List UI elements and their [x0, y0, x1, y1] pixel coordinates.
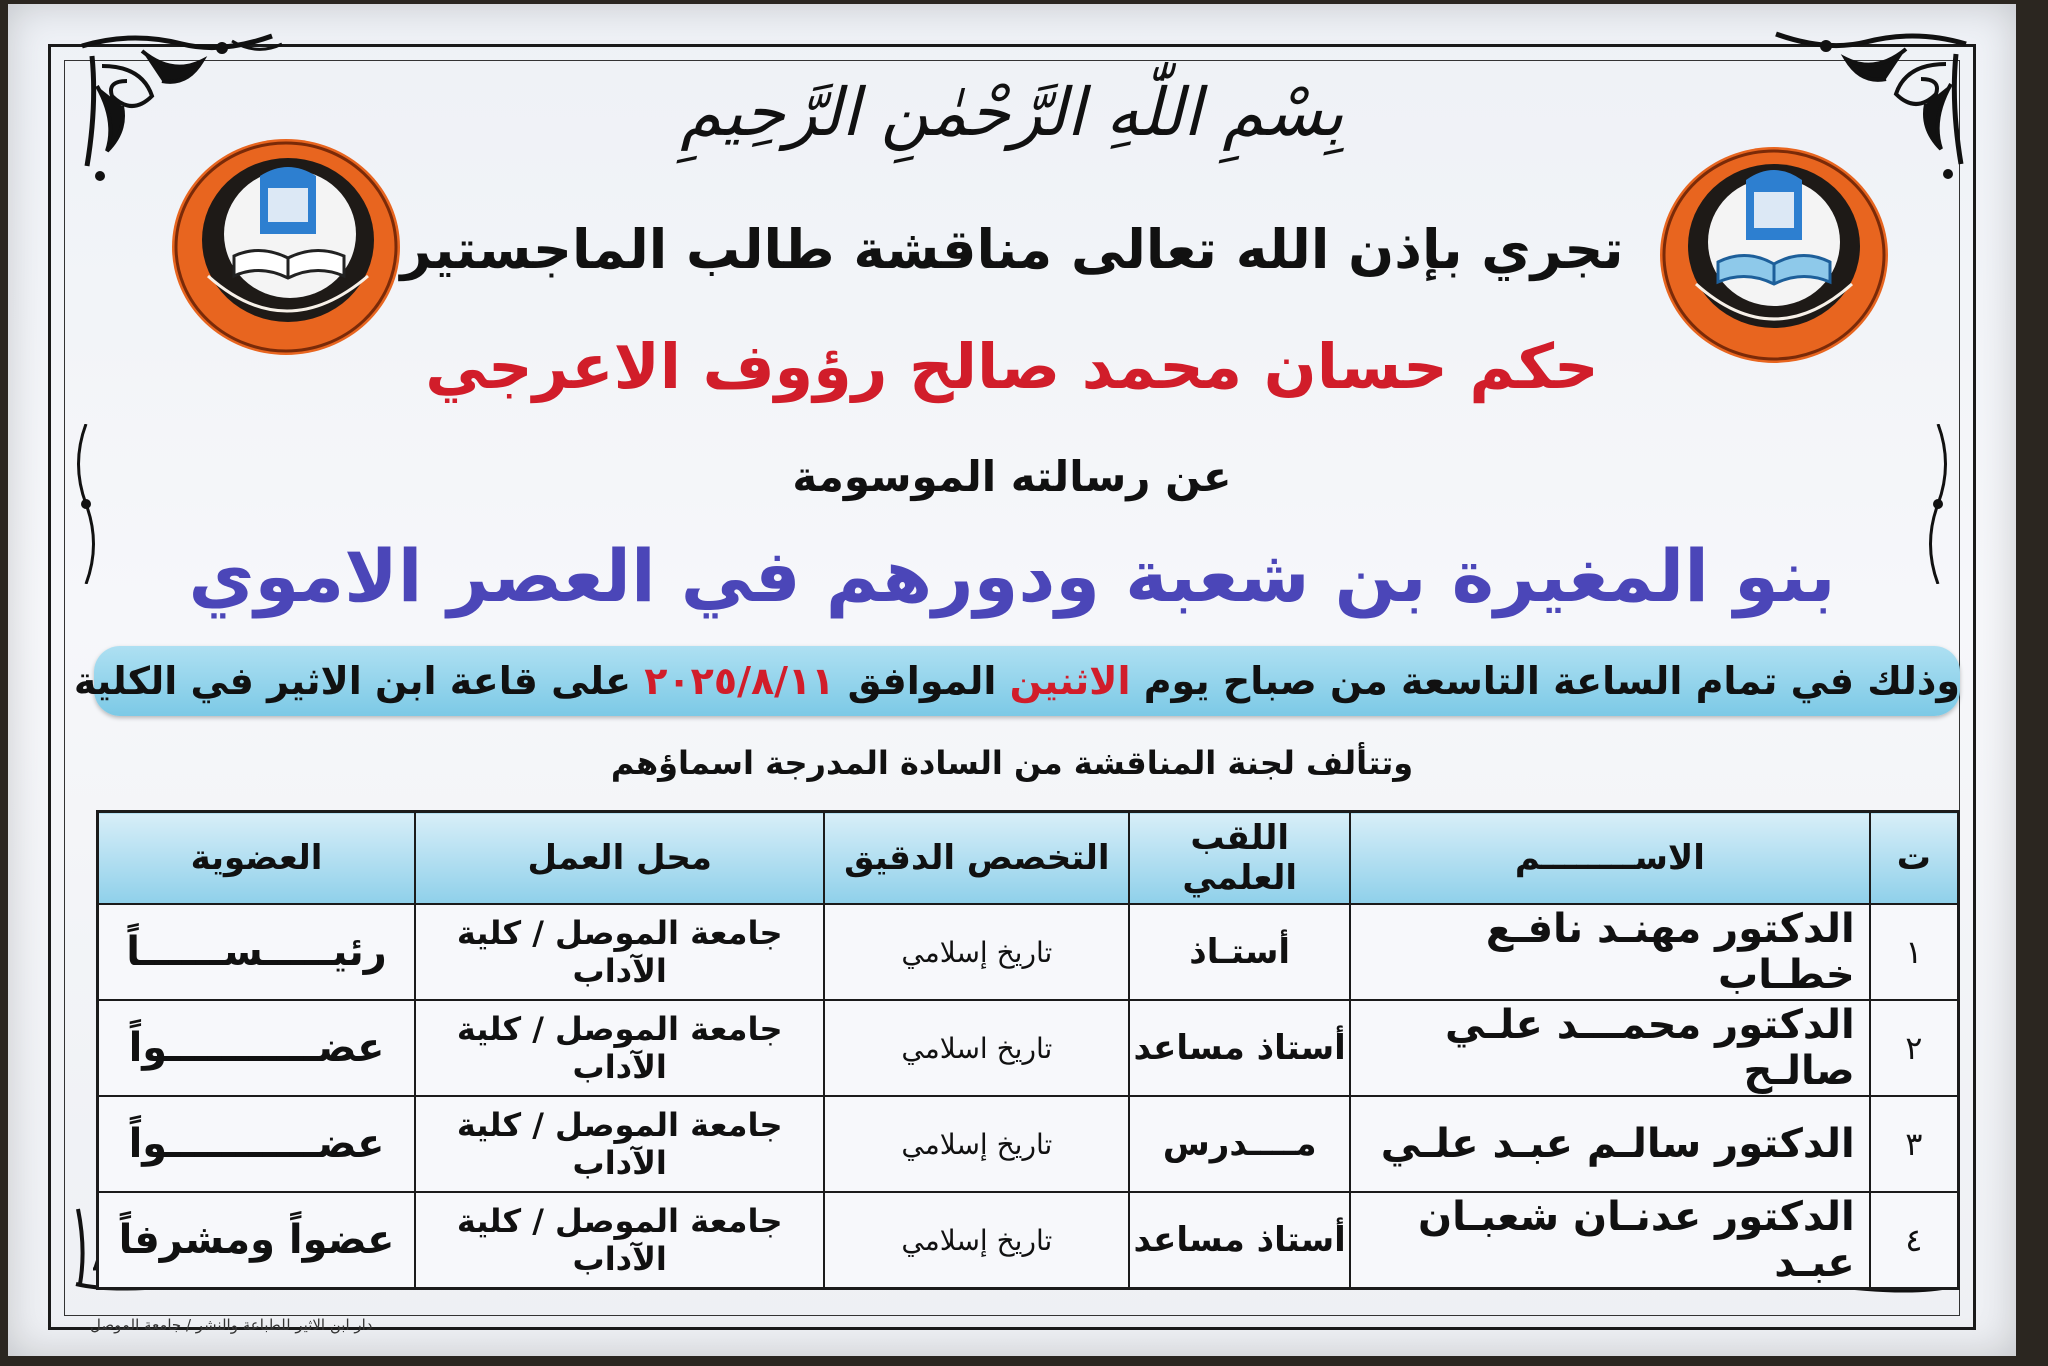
header-number: ت: [1870, 812, 1959, 905]
announcement-heading: تجري بإذن الله تعالى مناقشة طالب الماجستير: [400, 218, 1624, 281]
table-row: [98, 1192, 1959, 1289]
row-number: ٢: [1870, 1000, 1959, 1096]
member-workplace: جامعة الموصل / كلية الآداب: [415, 1096, 824, 1192]
table-row: [98, 1000, 1959, 1096]
schedule-text-1: وذلك في تمام الساعة التاسعة من صباح يوم: [1143, 659, 1960, 703]
table-row: [98, 904, 1959, 1000]
member-workplace: جامعة الموصل / كلية الآداب: [415, 1000, 824, 1096]
header-workplace: محل العمل: [415, 812, 824, 905]
member-rank: أستـاذ: [1129, 904, 1350, 1000]
member-membership: عضواً ومشرفاً: [98, 1192, 416, 1289]
basmala: بِسْمِ اللّٰهِ الرَّحْمٰنِ الرَّحِيمِ: [680, 74, 1344, 151]
member-rank: أستاذ مساعد: [1129, 1192, 1350, 1289]
member-specialty: تاريخ اسلامي: [824, 1000, 1129, 1096]
member-membership: رئيـــــســــــاً: [98, 904, 416, 1000]
member-name: الدكتور محمـــد علـي صالـح: [1350, 1000, 1870, 1096]
announcement-board: [8, 4, 2016, 1356]
printer-credit: دار ابن الاثير للطباعة والنشر / جامعة الموصل: [90, 1316, 373, 1334]
header-rank: اللقب العلمي: [1129, 812, 1350, 905]
member-name: الدكتور عدنـان شعبـان عبـد: [1350, 1192, 1870, 1289]
header-name: الاســــــــم: [1350, 812, 1870, 905]
member-name: الدكتور سالـم عبـد علـي: [1350, 1096, 1870, 1192]
schedule-text-2: الموافق: [847, 659, 997, 703]
schedule-day: الاثنين: [1009, 659, 1131, 703]
member-specialty: تاريخ إسلامي: [824, 1192, 1129, 1289]
member-membership: عضـــــــــــواً: [98, 1096, 416, 1192]
thesis-intro: عن رسالته الموسومة: [792, 452, 1232, 501]
member-workplace: جامعة الموصل / كلية الآداب: [415, 1192, 824, 1289]
member-workplace: جامعة الموصل / كلية الآداب: [415, 904, 824, 1000]
header-membership: العضوية: [98, 812, 416, 905]
student-name: حكم حسان محمد صالح رؤوف الاعرجي: [425, 330, 1599, 403]
member-specialty: تاريخ إسلامي: [824, 1096, 1129, 1192]
table-row: [98, 1096, 1959, 1192]
schedule-details: [73, 646, 1960, 716]
schedule-text-3: على قاعة ابن الاثير في الكلية: [73, 659, 632, 703]
member-name: الدكتور مهنـد نافـع خطـاب: [1350, 904, 1870, 1000]
committee-intro: وتتألف لجنة المناقشة من السادة المدرجة اسماؤهم: [610, 744, 1414, 782]
row-number: ٣: [1870, 1096, 1959, 1192]
thesis-title: بنو المغيرة بن شعبة ودورهم في العصر الاموي: [188, 534, 1836, 618]
member-rank: أستاذ مساعد: [1129, 1000, 1350, 1096]
row-number: ٤: [1870, 1192, 1959, 1289]
member-membership: عضـــــــــــواً: [98, 1000, 416, 1096]
header-specialty: التخصص الدقيق: [824, 812, 1129, 905]
table-header-row: [98, 812, 1959, 905]
committee-table: [96, 810, 1960, 1290]
member-rank: مــــدرس: [1129, 1096, 1350, 1192]
schedule-date: ٢٠٢٥/٨/١١: [644, 659, 835, 703]
row-number: ١: [1870, 904, 1959, 1000]
member-specialty: تاريخ إسلامي: [824, 904, 1129, 1000]
